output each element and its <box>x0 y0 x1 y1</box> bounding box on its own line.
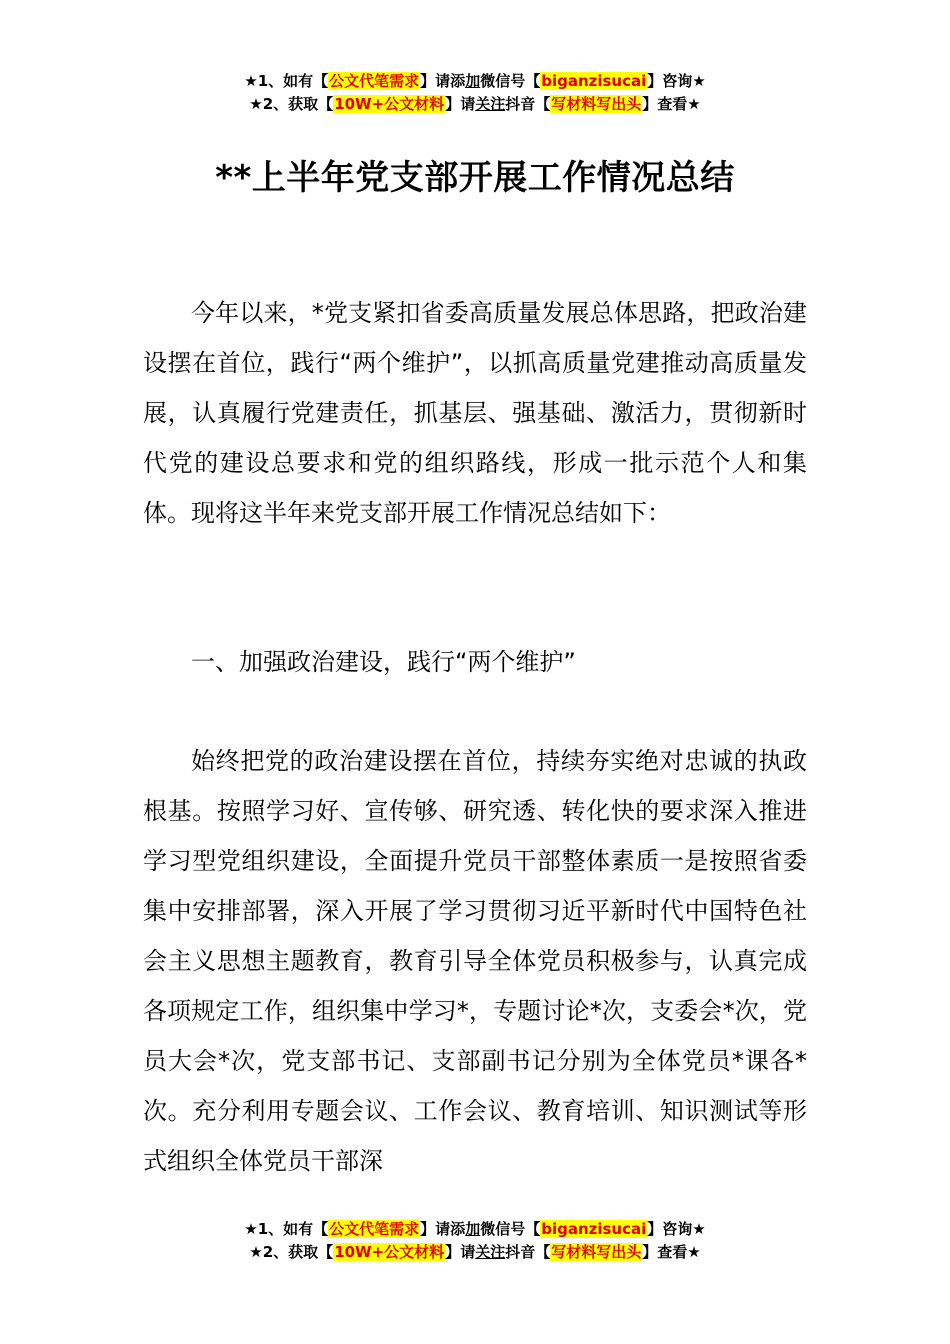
banner-text: 微信号【 <box>480 72 541 90</box>
banner-text: 抖音【 <box>505 1243 551 1261</box>
highlight-douyin-account: 写材料写出头 <box>551 1243 642 1261</box>
banner-text: ★2、获取【 <box>249 1243 334 1261</box>
banner-underlined-text: 加 <box>465 72 481 90</box>
banner-text: 】请 <box>445 95 476 113</box>
header-banner <box>0 70 950 116</box>
highlight-materials: 10W+公文材料 <box>334 1243 445 1261</box>
banner-text: ★1、如有【 <box>244 1220 329 1238</box>
highlight-materials: 10W+公文材料 <box>334 95 445 113</box>
highlight-service: 公文代笔需求 <box>329 1220 420 1238</box>
highlight-service: 公文代笔需求 <box>329 72 420 90</box>
banner-text: 】咨询★ <box>647 72 706 90</box>
highlight-wechat-id: biganzisucai <box>541 72 647 90</box>
banner-text: ★1、如有【 <box>244 72 329 90</box>
banner-text: 】请 <box>445 1243 476 1261</box>
banner-line-2 <box>0 1241 950 1264</box>
footer-banner <box>0 1218 950 1264</box>
banner-underlined-text: 关注 <box>475 95 506 113</box>
banner-text: 】查看★ <box>642 95 701 113</box>
banner-text: 】咨询★ <box>647 1220 706 1238</box>
document-title: **上半年党支部开展工作情况总结 <box>215 158 735 198</box>
section-1-paragraph: 始终把党的政治建设摆在首位，持续夯实绝对忠诚的执政根基。按照学习好、宣传够、研究透、转化快的要求深入推进学习型党组织建设，全面提升党员干部整体素质一是按照省委集中安排部署，深入开展了学习贯彻习近平新时代中国特色社会主义思想主题教育，教育引导全体党员积极参与，认真完成各项规定工作，组织集中学习*，专题讨论*次，支委会*次，党员大会*次，党支部书记、支部副书记分别为全体党员*课各*次。充分利用专题会议、工作会议、教育培训、知识测试等形式组织全体党员干部深 <box>143 747 807 1175</box>
banner-underlined-text: 加 <box>465 1220 481 1238</box>
banner-text: 微信号【 <box>480 1220 541 1238</box>
banner-text: 】请添 <box>420 72 466 90</box>
banner-text: 】查看★ <box>642 1243 701 1261</box>
banner-text: ★2、获取【 <box>249 95 334 113</box>
banner-text: 】请添 <box>420 1220 466 1238</box>
highlight-douyin-account: 写材料写出头 <box>551 95 642 113</box>
banner-line-1 <box>0 70 950 93</box>
banner-underlined-text: 关注 <box>475 1243 506 1261</box>
intro-paragraph: 今年以来，*党支紧扣省委高质量发展总体思路，把政治建设摆在首位，践行“两个维护”，以抓高质量党建推动高质量发展，认真履行党建责任，抓基层、强基础、激活力，贯彻新时代党的建设总要求和党的组织路线，形成一批示范个人和集体。现将这半年来党支部开展工作情况总结如下： <box>143 299 807 527</box>
banner-line-1 <box>0 1218 950 1241</box>
highlight-wechat-id: biganzisucai <box>541 1220 647 1238</box>
section-heading-1: 一、加强政治建设，践行“两个维护” <box>191 648 576 676</box>
banner-text: 抖音【 <box>505 95 551 113</box>
banner-line-2 <box>0 93 950 116</box>
